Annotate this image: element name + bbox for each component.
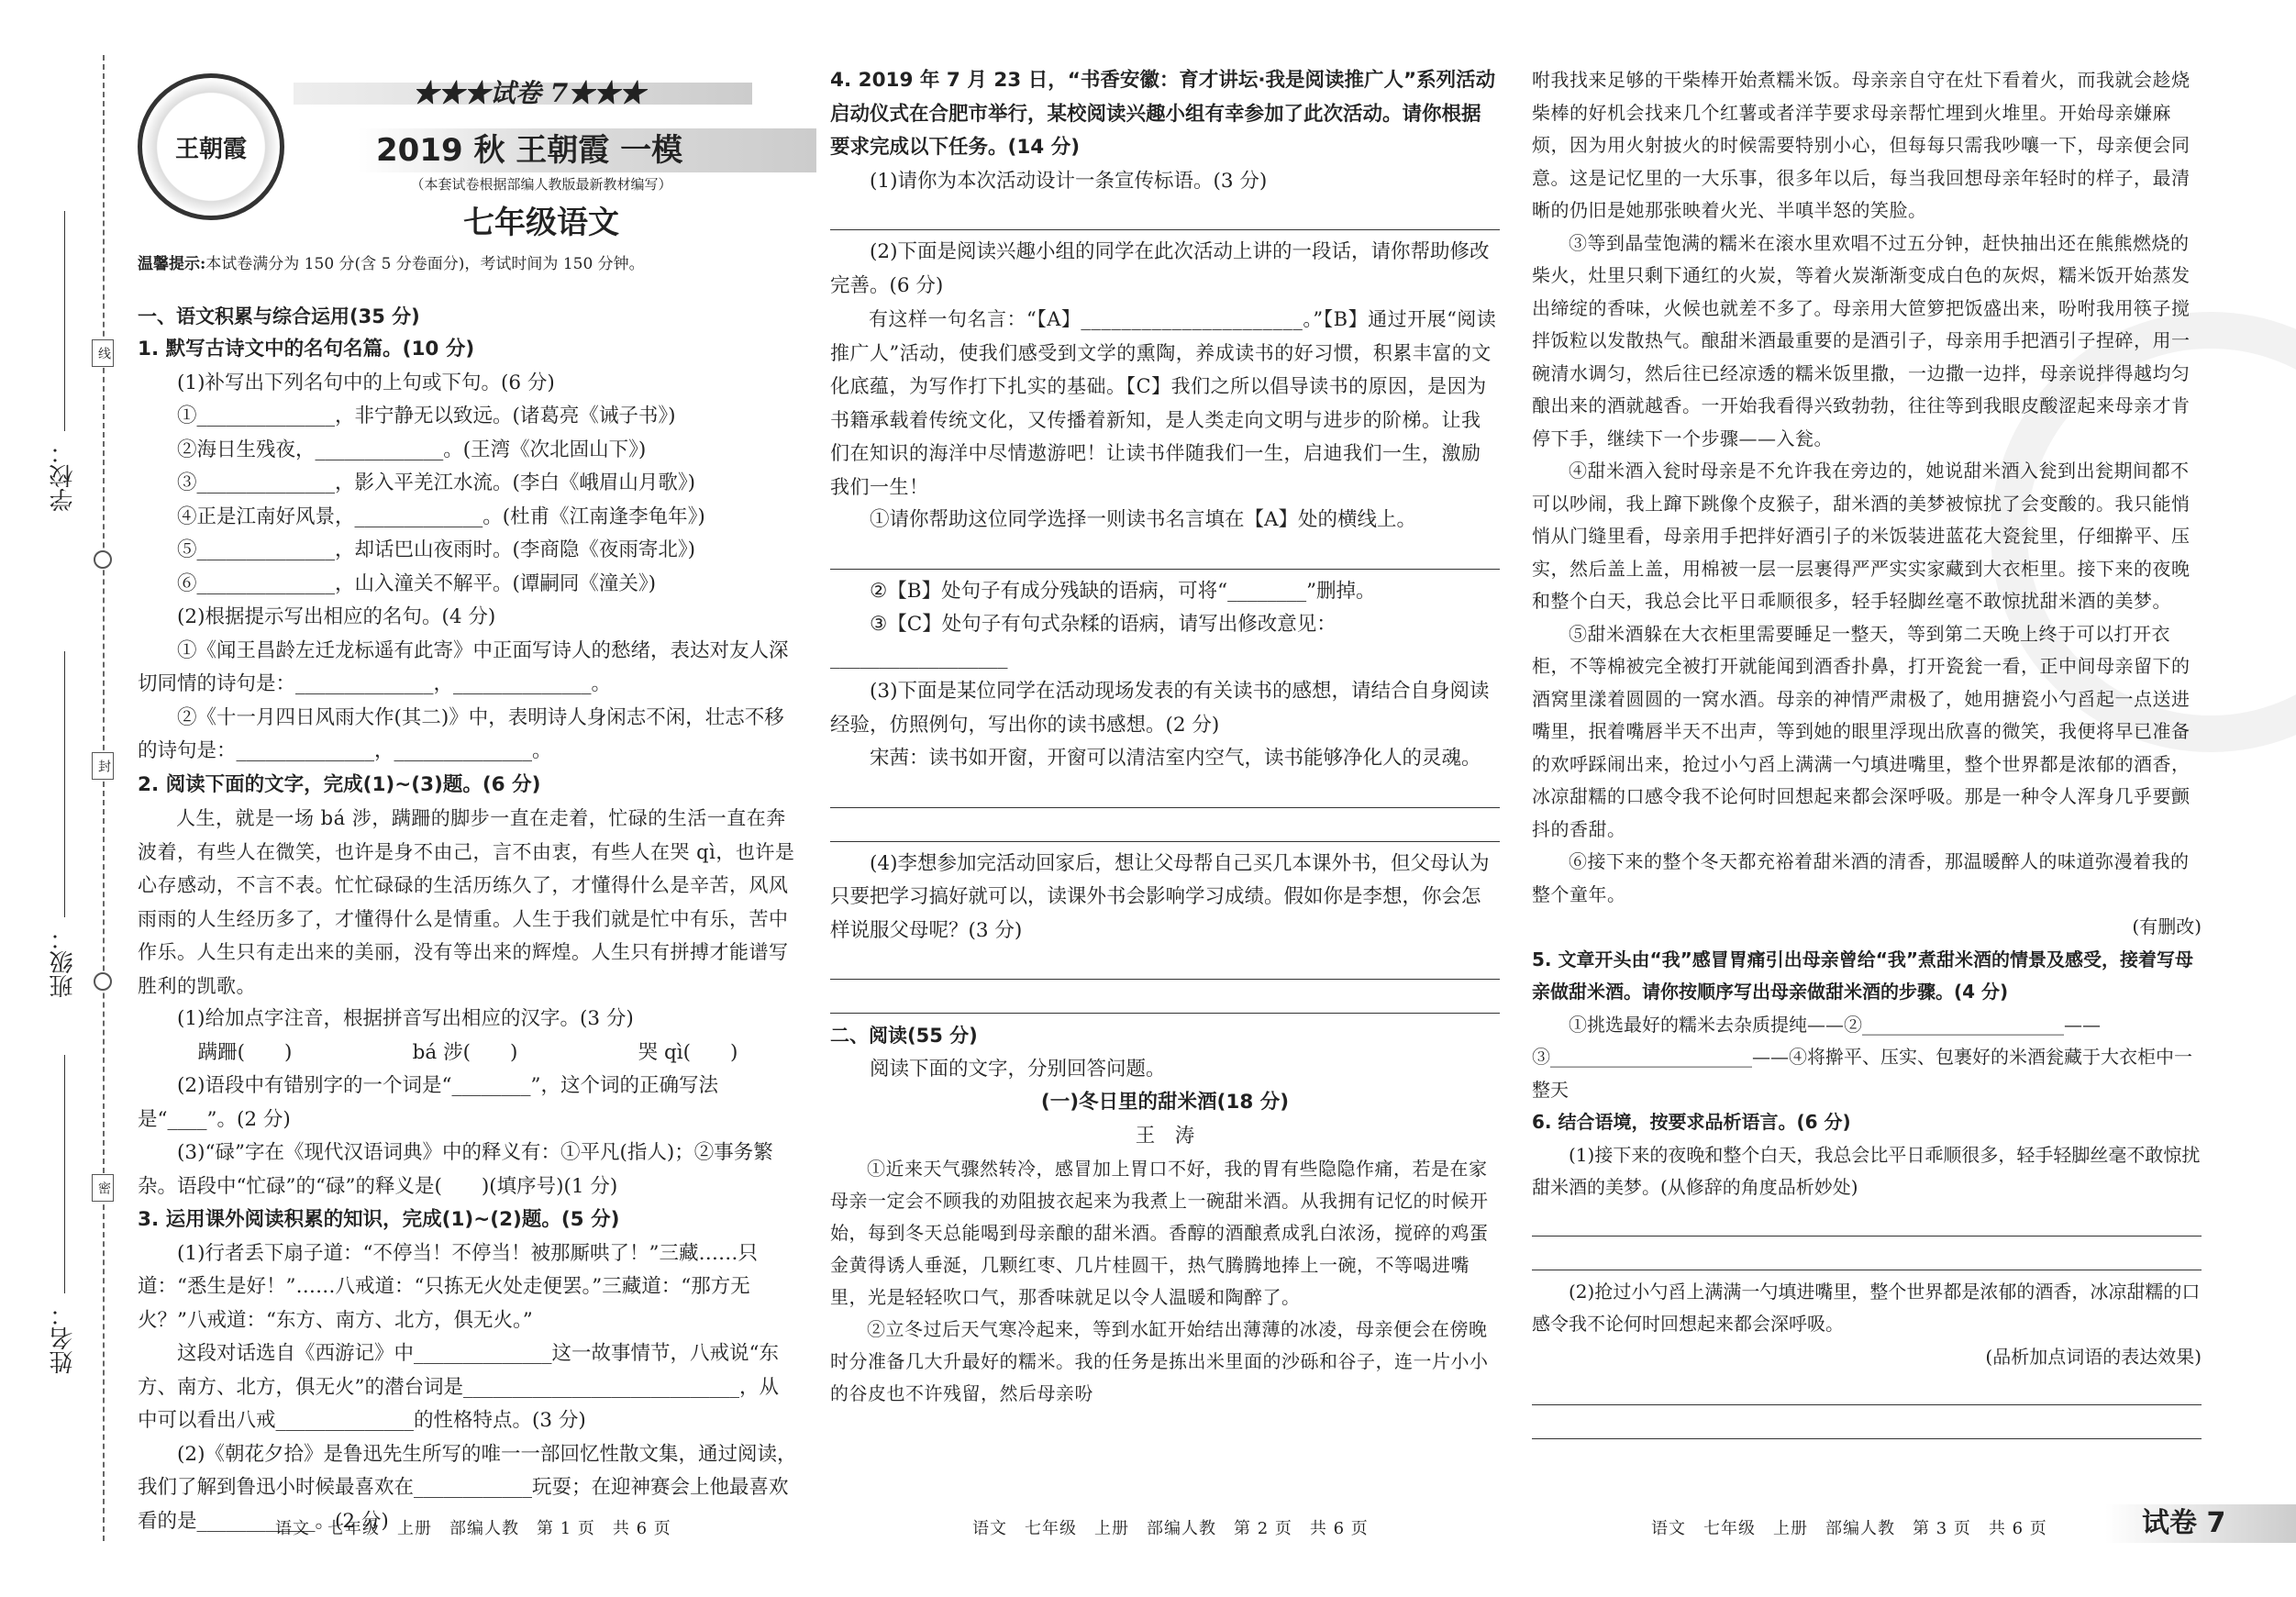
question-1-1: (1)补写出下列名句中的上句或下句。(6 分) (177, 371, 555, 394)
exam-note: （本套试卷根据部编人教版最新教材编写） (410, 176, 672, 193)
question-4-2a: ①请你帮助这位同学选择一则读书名言填在【A】处的横线上。 (870, 508, 1417, 531)
question-1-1e[interactable]: ⑤______________，却话巴山夜雨时。(李商隐《夜雨寄北》) (177, 538, 696, 561)
answer-line[interactable] (830, 985, 1500, 1014)
seal-mark-secret: 密 (92, 1174, 114, 1202)
question-4-3-example: 宋茜：读书如开窗，开窗可以清洁室内空气，读书能够净化人的灵魂。 (870, 747, 1481, 770)
question-2-passage: 人生，就是一场 bá 涉，蹒跚的脚步一直在走着，忙碌的生活一直在奔波着，有些人在微笑，也许是身不由己，言不由衷，有些人在哭 qì，也许是心存感动，不言不表。忙忙碌碌的生活历练久了，才懂得什么是辛苦，风风雨雨的人生经历多了，才懂得什么是情重。人生于我们就是忙中有乐，苦中作乐。人生只有走出来的美丽，没有等出来的辉煌。人生只有拼搏才能谱写胜利的凯歌。 (138, 807, 795, 997)
section-1-title: 一、语文积累与综合运用(35 分) (138, 305, 420, 327)
section-2-intro: 阅读下面的文字，分别回答问题。 (870, 1057, 1166, 1081)
answer-panshan[interactable]: 蹒跚( ) (197, 1040, 293, 1064)
footer-page-3: 语文 七年级 上册 部编人教 第 3 页 共 6 页 (1651, 1519, 2047, 1538)
answer-line[interactable] (1532, 1208, 2202, 1237)
class-label: 班级： (50, 926, 77, 998)
cut-line (103, 55, 105, 1541)
question-3-1: (1)行者丢下扇子道：“不停当！不停当！被那厮哄了！”三藏……只道：“悉生是好！”……八戒道：“只拣无火处走便罢。”三藏道：“那方无火？”八戒道：“东方、南方、北方，俱无火。” (138, 1241, 758, 1332)
answer-line[interactable] (1532, 1377, 2202, 1405)
answer-line[interactable] (830, 780, 1500, 808)
binding-dot (94, 550, 112, 569)
article-paragraph-3: ③等到晶莹饱满的糯米在滚水里欢唱不过五分钟，赶快抽出还在熊熊燃烧的柴火，灶里只剩下通红的火炭，等着火炭渐渐变成白色的灰烬，糯米饭开始蒸发出缔绽的香味，火候也就差不多了。母亲用大笸箩把饭盛出来，吩咐我用筷子搅拌饭粒以发散热气。酿甜米酒最重要的是酒引子，母亲用手把酒引子捏碎，用一碗清水调匀，然后往已经凉透的糯米饭里撒，一边撒一边拌，母亲说拌得越均匀酿出来的酒就越香。一开始我看得兴致勃勃，往往等到我眼皮酸涩起来母亲才肯停下手，继续下一个步骤——入瓮。 (1532, 231, 2191, 449)
answer-kuqi[interactable]: 哭 qì( ) (638, 1040, 738, 1064)
question-6-1: (1)接下来的夜晚和整个白天，我总会比平日乖顺很多，轻手轻脚丝毫不敢惊扰甜米酒的美梦。(从修辞的角度品析妙处) (1532, 1143, 2201, 1198)
exam-title: 2019 秋 王朝霞 一模 (358, 128, 816, 172)
question-1: 1. 默写古诗文中的名句名篇。(10 分) (138, 338, 475, 360)
tip-text: 本试卷满分为 150 分(含 5 分卷面分)，考试时间为 150 分钟。 (205, 255, 645, 273)
exam-header (138, 37, 798, 266)
question-1-1d[interactable]: ④正是江南好风景，_____________。(杜甫《江南逢李龟年》) (177, 505, 705, 528)
school-label: 学校： (50, 440, 77, 512)
section-2-title: 二、阅读(55 分) (830, 1025, 978, 1047)
question-1-2b[interactable]: ②《十一月四日风雨大作(其二)》中，表明诗人身闲志不闲，壮志不移的诗句是：______________，______________。 (138, 705, 784, 762)
binding-dot (94, 972, 112, 991)
question-4-1: (1)请你为本次活动设计一条宣传标语。(3 分) (870, 169, 1268, 193)
question-6: 6. 结合语境，按要求品析语言。(6 分) (1532, 1111, 1851, 1133)
article-paragraph-6: ⑥接下来的整个冬天都充裕着甜米酒的清香，那温暖醉人的味道弥漫着我的整个童年。 (1532, 850, 2190, 905)
question-4: 4. 2019 年 7 月 23 日，“书香安徽：育才讲坛·我是阅读推广人”系列活动启动仪式在合肥市举行，某校阅读兴趣小组有幸参加了此次活动。请你根据要求完成以下任务。(14 分) (830, 69, 1496, 159)
question-4-2c[interactable]: ③【C】处句子有句式杂糅的语病，请写出修改意见：__________________ (830, 613, 1337, 670)
footer-page-1: 语文 七年级 上册 部编人教 第 1 页 共 6 页 (275, 1519, 671, 1538)
question-4-2-passage[interactable]: 有这样一句名言：“【A】______________________。”【B】通过开展“阅读推广人”活动，使我们感受到文学的熏陶，养成读书的好习惯，积累丰富的文化底蕴，为写作打下扎实的基础。【C】我们之所以倡导读书的原因，是因为书籍承载着传统文化，又传播着新知，是人类走向文明与进步的阶梯。让我们在知识的海洋中尽情遨游吧！让读书伴随我们一生，启迪我们一生，激励我们一生！ (830, 308, 1497, 498)
question-3-2[interactable]: (2)《朝花夕拾》是鲁迅先生所写的唯一一部回忆性散文集，通过阅读，我们了解到鲁迅小时候最喜欢在____________玩耍；在迎神赛会上他最喜欢看的是____________。(2 分) (138, 1442, 797, 1533)
paper-tag: 试卷 7 (2105, 1504, 2296, 1543)
column-page-3 (1532, 64, 2202, 1445)
question-5: 5. 文章开头由“我”感冒胃痛引出母亲曾给“我”煮甜米酒的情景及感受，接着写母亲做甜米酒。请你按顺序写出母亲做甜米酒的步骤。(4 分) (1532, 948, 2194, 1003)
seal-mark-seal: 封 (92, 752, 114, 780)
article-paragraph-1: ①近来天气骤然转冷，感冒加上胃口不好，我的胃有些隐隐作痛，若是在家母亲一定会不顾我的劝阻披衣起来为我煮上一碗甜米酒。从我拥有记忆的时候开始，每到冬天总能喝到母亲酿的甜米酒。香醇的酒酿煮成乳白浓汤，搅碎的鸡蛋金黄得诱人垂涎，几颗红枣、几片桂圆干，热气腾腾地捧上一碗，不等喝进嘴里，光是轻轻吹口气，那香味就足以令人温暖和陶醉了。 (830, 1158, 1489, 1308)
question-6-2: (2)抢过小勺舀上满满一勺填进嘴里，整个世界都是浓郁的酒香，冰凉甜糯的口感令我不论何时回想起来都会深呼吸。 (1532, 1280, 2201, 1335)
school-field[interactable] (64, 211, 65, 431)
article-paragraph-5: ⑤甜米酒躲在大衣柜里需要睡足一整天，等到第二天晚上终于可以打开衣柜，不等棉被完全被打开就能闻到酒香扑鼻，打开瓷瓮一看，正中间母亲留下的酒窝里漾着圆圆的一窝水酒。母亲的神情严肃极了，她用搪瓷小勺舀起一点送进嘴里，抿着嘴唇半天不出声，等到她的眼里浮现出欣喜的微笑，我便将早已准备的欢呼踩闹出来，抢过小勺舀上满满一勺填进嘴里，整个世界都是浓郁的酒香，冰凉甜糯的口感令我不论何时回想起来都会深呼吸。那是一种令人浑身几乎要颤抖的香甜。 (1532, 622, 2191, 840)
question-1-1c[interactable]: ③______________，影入平羌江水流。(李白《峨眉山月歌》) (177, 471, 696, 494)
question-5-steps-a[interactable]: ①挑选最好的糯米去杂质提纯——②______________________—— (1569, 1013, 2101, 1036)
question-2-1: (1)给加点字注音，根据拼音写出相应的汉字。(3 分) (177, 1007, 634, 1030)
question-1-2a[interactable]: ①《闻王昌龄左迁龙标遥有此寄》中正面写诗人的愁绪，表达对友人深切同情的诗句是：______________，______________。 (138, 638, 789, 695)
question-1-1a[interactable]: ①______________，非宁静无以致远。(诸葛亮《诫子书》) (177, 405, 676, 427)
question-4-3: (3)下面是某位同学在活动现场发表的有关读书的感想，请结合自身阅读经验，仿照例句，写出你的读书感想。(2 分) (830, 680, 1490, 737)
name-field[interactable] (64, 1055, 65, 1293)
question-4-2b[interactable]: ②【B】处句子有成分残缺的语病，可将“________”删掉。 (870, 579, 1376, 603)
article-paragraph-2-cont: 咐我找来足够的干柴棒开始煮糯米饭。母亲亲自守在灶下看着火，而我就会趁烧柴棒的好机会找来几个红薯或者洋芋要求母亲帮忙埋到火堆里。开始母亲嫌麻烦，因为用火射披火的时候需要特别小心，但每每只需我吵嚷一下，母亲便会同意。这是记忆里的一大乐事，很多年以后，每当我回想母亲年轻时的样子，最清晰的仍旧是她那张映着火光、半嗔半怒的笑脸。 (1532, 69, 2191, 221)
column-page-2 (830, 64, 1500, 1410)
class-field[interactable] (64, 651, 65, 917)
question-2: 2. 阅读下面的文字，完成(1)~(3)题。(6 分) (138, 772, 541, 796)
question-4-2: (2)下面是阅读兴趣小组的同学在此次活动上讲的一段话，请你帮助修改完善。(6 分) (830, 240, 1490, 297)
tip-label: 温馨提示: (138, 255, 206, 273)
answer-bashe[interactable]: bá 涉( ) (412, 1040, 518, 1064)
subject-title: 七年级语文 (463, 205, 619, 241)
article-source: (有删改) (2132, 915, 2202, 937)
question-3-1b[interactable]: 这段对话选自《西游记》中______________这一故事情节，八戒说“东方、南方、北方，俱无火”的潜台词是____________________________，从中可以看出八戒______________的性格特点。(3 分) (138, 1342, 779, 1432)
answer-line[interactable] (830, 541, 1500, 570)
answer-line[interactable] (1532, 1242, 2202, 1270)
question-2-3[interactable]: (3)“碌”字在《现代汉语词典》中的释义有：①平凡(指人)；②事务繁杂。语段中“忙碌”的“碌”的释义是( )(填序号)(1 分) (138, 1141, 773, 1198)
paper-number: ★★★试卷 7★★★ (413, 78, 646, 108)
question-3: 3. 运用课外阅读积累的知识，完成(1)~(2)题。(5 分) (138, 1208, 620, 1231)
answer-line[interactable] (830, 951, 1500, 980)
article-paragraph-2: ②立冬过后天气寒冷起来，等到水缸开始结出薄薄的冰凌，母亲便会在傍晚时分准备几大升最好的糯米。我的任务是拣出米里面的沙砾和谷子，连一片小小的谷皮也不许残留，然后母亲吩 (830, 1318, 1489, 1404)
question-6-2-requirement: (品析加点词语的表达效果) (1985, 1345, 2202, 1368)
column-page-1 (138, 248, 798, 1538)
answer-line[interactable] (830, 202, 1500, 230)
article-author: 王 涛 (1135, 1124, 1195, 1148)
name-label: 姓名： (50, 1303, 77, 1374)
article-title: (一)冬日里的甜米酒(18 分) (1040, 1091, 1290, 1114)
answer-line[interactable] (830, 814, 1500, 842)
question-2-1-answers (138, 1037, 798, 1070)
question-1-1b[interactable]: ②海日生残夜，_____________。(王湾《次北固山下》) (177, 438, 647, 461)
question-1-1f[interactable]: ⑥______________，山入潼关不解平。(谭嗣同《潼关》) (177, 571, 657, 595)
question-5-steps-b[interactable]: ③______________________——④将擀平、压实、包裹好的米酒瓮藏于大衣柜中一整天 (1532, 1046, 2192, 1101)
question-1-2: (2)根据提示写出相应的名句。(4 分) (177, 605, 496, 628)
answer-line[interactable] (1532, 1411, 2202, 1439)
question-2-2[interactable]: (2)语段中有错别字的一个词是“________”，这个词的正确写法是“____”。(2 分) (138, 1074, 718, 1131)
footer-page-2: 语文 七年级 上册 部编人教 第 2 页 共 6 页 (972, 1519, 1369, 1538)
logo: 王朝霞 (138, 73, 284, 220)
seal-mark-line: 线 (92, 339, 114, 367)
question-4-4: (4)李想参加完活动回家后，想让父母帮自己买几本课外书，但父母认为只要把学习搞好就可以，读课外书会影响学习成绩。假如你是李想，你会怎样说服父母呢？(3 分) (830, 851, 1490, 942)
binding-strip (0, 0, 128, 1597)
article-paragraph-4: ④甜米酒入瓮时母亲是不允许我在旁边的，她说甜米酒入瓮到出瓮期间都不可以吵闹，我上蹿下跳像个皮猴子，甜米酒的美梦被惊扰了会变酸的。我只能悄悄从门缝里看，母亲用手把拌好酒引子的米饭装进蓝花大瓷瓮里，仔细擀平、压实，然后盖上盖，用棉被一层一层裹得严严实实家藏到大衣柜里。接下来的夜晚和整个白天，我总会比平日乖顺很多，轻手轻脚丝毫不敢惊扰甜米酒的美梦。 (1532, 460, 2191, 612)
tip (138, 248, 798, 282)
